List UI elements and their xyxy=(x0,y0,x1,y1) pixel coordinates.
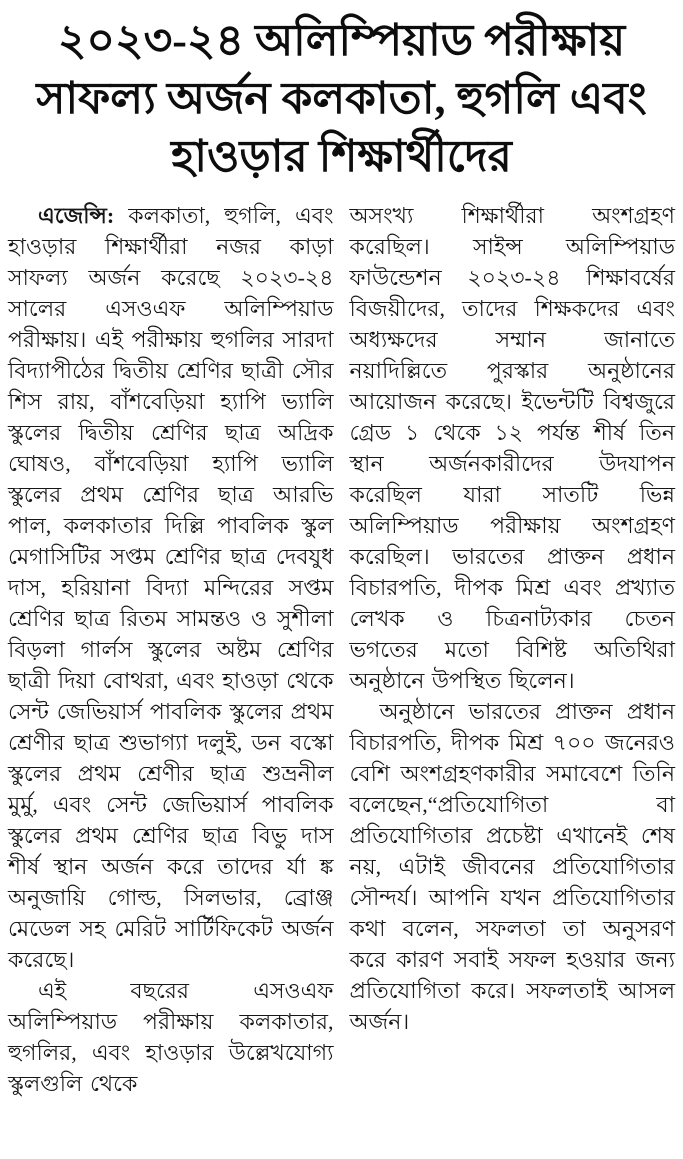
paragraph-3 xyxy=(350,696,676,1037)
headline-line-3: হাওড়ার শিক্ষার্থীদের xyxy=(171,132,512,181)
paragraph-2-continuation-text: অসংখ্য শিক্ষার্থীরা অংশগ্রহণ করেছিল। সাইন্স অলিম্পিয়াড ফাউন্ডেশন ২০২৩-২৪ শিক্ষাবর্ষের বিজয়ীদের, তাদের শিক্ষকদের এবং অধ্যক্ষদের সম্মান জানাতে নয়াদিল্লিতে পুরস্কার অনুষ্ঠানের আয়োজন করেছে। ইভেন্টটি বিশ্বজুরে গ্রেড ১ থেকে ১২ পর্যন্ত শীর্ষ তিন স্থান অর্জনকারীদের উদযাপন করেছিল যারা সাতটি ভিন্ন অলিম্পিয়াড পরীক্ষায় অংশগ্রহণ করেছিল। ভারতের প্রাক্তন প্রধান বিচারপতি, দীপক মিশ্র এবং প্রখ্যাত লেখক ও চিত্রনাট্যকার চেতন ভগতের মতো বিশিষ্ট অতিথিরা অনুষ্ঠানে উপস্থিত ছিলেন। xyxy=(349,203,675,693)
article-body-columns xyxy=(8,200,675,1099)
right-column xyxy=(350,200,676,1037)
paragraph-2-start xyxy=(8,975,334,1099)
paragraph-2-continuation xyxy=(350,200,676,696)
headline-line-1: ২০২৩-২৪ অলিম্পিয়াড পরীক্ষায় xyxy=(57,16,626,65)
headline-line-2: সাফল্য অর্জন কলকাতা, হুগলি এবং xyxy=(36,74,647,123)
left-column xyxy=(8,200,334,1099)
dateline-agency: এজেন্সি: xyxy=(38,203,115,228)
paragraph-3-text: অনুষ্ঠানে ভারতের প্রাক্তন প্রধান বিচারপতি, দীপক মিশ্র ৭০০ জনেরও বেশি অংশগ্রহণকারীর সমাবেশে তিনি বলেছেন,“প্রতিযোগিতা বা প্রতিযোগিতার প্রচেষ্টা এখানেই শেষ নয়, এটাই জীবনের প্রতিযোগিতার সৌন্দর্য। আপনি যখন প্রতিযোগিতার কথা বলেন, সফলতা তা অনুসরণ করে কারণ সবাই সফল হওয়ার জন্য প্রতিযোগিতা করে। সফলতাই আসল অর্জন। xyxy=(349,699,675,1034)
paragraph-2-start-text: এই বছরের এসওএফ অলিম্পিয়াড পরীক্ষায় কলকাতার, হুগলির, এবং হাওড়ার উল্লেখযোগ্য স্কুলগুলি থেকে xyxy=(8,978,334,1096)
paragraph-1-text: কলকাতা, হুগলি, এবং হাওড়ার শিক্ষার্থীরা নজর কাড়া সাফল্য অর্জন করেছে ২০২৩-২৪ সালের এসওএফ অলিম্পিয়াড পরীক্ষায়। এই পরীক্ষায় হুগলির সারদা বিদ্যাপীঠের দ্বিতীয় শ্রেণির ছাত্রী সৌর শিস রায়, বাঁশবেড়িয়া হ্যাপি ভ্যালি স্কুলের দ্বিতীয় শ্রেণির ছাত্র অদ্রিক ঘোষও, বাঁশবেড়িয়া হ্যাপি ভ্যালি স্কুলের প্রথম শ্রেণির ছাত্র আরভি পাল, কলকাতার দিল্লি পাবলিক স্কুল মেগাসিটির সপ্তম শ্রেণির ছাত্র দেবযুধ দাস, হরিয়ানা বিদ্যা মন্দিরের সপ্তম শ্রেণির ছাত্র রিতম সামন্তও ও সুশীলা বিড়লা গার্লস স্কুলের অষ্টম শ্রেণির ছাত্রী দিয়া বোথরা, এবং হাওড়া থেকে সেন্ট জেভিয়ার্স পাবলিক স্কুলের প্রথম শ্রেণীর ছাত্র শুভাগ্যা দলুই, ডন বস্কো স্কুলের প্রথম শ্রেণীর ছাত্র শুভ্রনীল মুর্মু, এবং সেন্ট জেভিয়ার্স পাবলিক স্কুলের প্রথম শ্রেণির ছাত্র বিভু দাস শীর্ষ স্থান অর্জন করে তাদের র্যা ঙ্ক অনুজায়ি গোল্ড, সিলভার, ব্রোঞ্জ মেডেল সহ মেরিট সার্টিফিকেট অর্জন করেছে। xyxy=(8,203,334,972)
article-headline xyxy=(8,12,675,186)
paragraph-1 xyxy=(8,200,334,975)
